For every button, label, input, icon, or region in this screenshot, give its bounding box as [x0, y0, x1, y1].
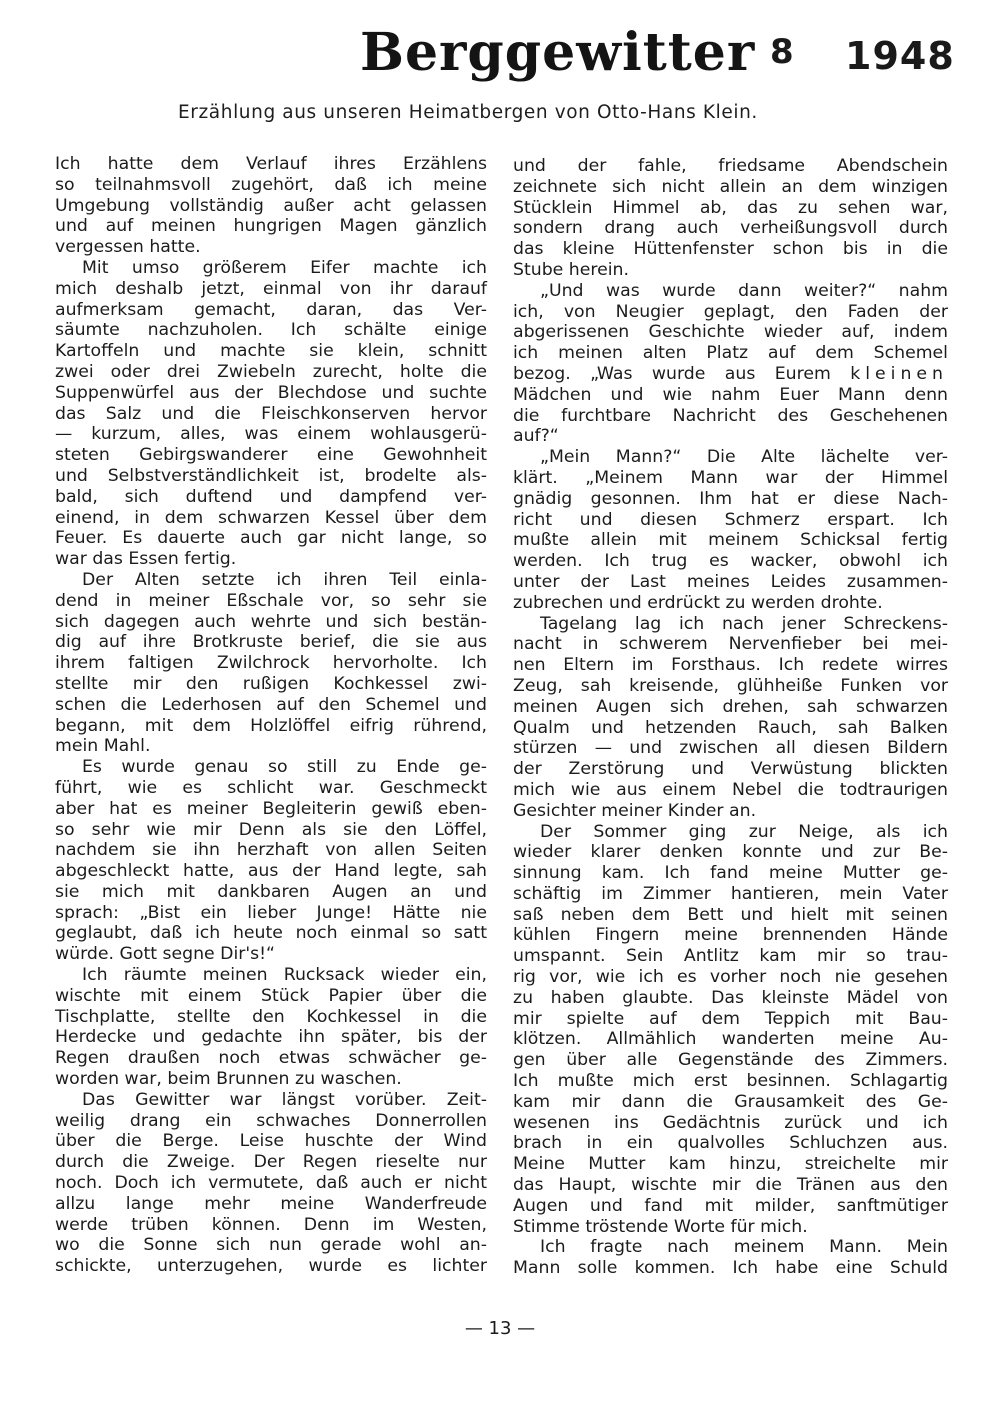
text-line: „Und was wurde dann weiter?“ nahm [540, 280, 948, 301]
text-line: gen über alle Gegenstände des Zimmers. [513, 1050, 948, 1071]
right-text-column [513, 156, 948, 1279]
text-line: begann, mit dem Holzlöffel eifrig rührend, [55, 715, 487, 736]
text-line: der Zerstörung und Verwüstung blickten [513, 759, 948, 780]
text-line: werden. Ich trug es wacker, obwohl ich [513, 551, 948, 572]
text-line: saß neben dem Bett und hielt mit seinen [513, 904, 948, 925]
text-line: umspannt. Sein Antlitz kam mir so trau- [513, 946, 948, 967]
issue-number: 8 [770, 32, 794, 72]
text-line: und der fahle, friedsame Abendschein [513, 156, 948, 176]
text-line: Der Sommer ging zur Neige, als ich [540, 821, 948, 842]
text-line: Umgebung vollständig außer acht gelassen [55, 195, 487, 216]
text-line: nachdem sie ihn herzhaft von allen Seiten [55, 840, 487, 861]
story-subtitle: Erzählung aus unseren Heimatbergen von Otto-Hans Klein. [178, 102, 758, 123]
year-stamp: 1948 [845, 34, 955, 78]
text-line: Ich fragte nach meinem Mann. Mein [540, 1237, 948, 1258]
text-line: auf?“ [513, 426, 559, 447]
text-line: mußte allein mit meinem Schicksal fertig [513, 530, 948, 551]
text-line: klärt. „Meinem Mann war der Himmel [513, 467, 948, 488]
text-line: wo die Sonne sich nun gerade wohl an- [55, 1235, 487, 1256]
text-line: das Haupt, wischte mir die Tränen aus den [513, 1175, 948, 1196]
text-line: sinnung kam. Ich fand meine Mutter ge- [513, 863, 948, 884]
text-line: sprach: „Bist ein lieber Junge! Hätte nie [55, 902, 487, 923]
text-line: Das Gewitter war längst vorüber. Zeit- [82, 1089, 487, 1110]
text-line: dend in meiner Eßschale vor, so sehr sie [55, 590, 487, 611]
text-line: dig auf ihre Brotkruste berief, die sie aus [55, 632, 487, 653]
text-line: zwei oder drei Zwiebeln zurecht, holte die [55, 361, 487, 382]
text-line: klötzen. Allmählich wanderten meine Au- [513, 1029, 948, 1050]
text-line: durch die Zweige. Der Regen rieselte nur [55, 1152, 487, 1173]
text-line: so sehr wie mir Denn als sie den Löffel, [55, 819, 487, 840]
text-line: rig vor, wie ich es vorher noch nie gesehen [513, 967, 948, 988]
text-line: abgerissenen Geschichte wieder auf, indem [513, 322, 948, 343]
page-number: — 13 — [464, 1318, 536, 1339]
text-line: Zeug, sah kreisende, glühheiße Funken vor [513, 675, 948, 696]
text-line: noch. Doch ich vermutete, daß auch er nicht [55, 1173, 487, 1194]
text-line: meinen Augen sich drehen, sah schwarzen [513, 696, 948, 717]
text-line: brach in ein qualvolles Schluchzen aus. [513, 1133, 948, 1154]
text-line: kam mir dann die Grausamkeit des Ge- [513, 1091, 948, 1112]
text-line: Feuer. Es dauerte auch gar nicht lange, so [55, 528, 487, 549]
text-line: zubrechen und erdrückt zu werden drohte. [513, 592, 883, 613]
text-line: würde. Gott segne Dir's!“ [55, 944, 276, 965]
text-line: mich deshalb jetzt, einmal von ihr darauf [55, 278, 487, 299]
text-line: Ich mußte mich erst besinnen. Schlagartig [513, 1071, 948, 1092]
text-line: wesenen ins Gedächtnis zurück und ich [513, 1112, 948, 1133]
left-text-column [55, 154, 487, 1277]
text-line: vergessen hatte. [55, 237, 201, 258]
text-line: sondern drang auch verheißungsvoll durch [513, 218, 948, 239]
text-line: Ich räumte meinen Rucksack wieder ein, [82, 965, 487, 986]
text-line: kühlen Fingern meine brennenden Hände [513, 925, 948, 946]
text-line: Qualm und hetzenden Rauch, sah Balken [513, 717, 948, 738]
text-line: steten Gebirgswanderer eine Gewohnheit [55, 445, 487, 466]
text-line: das Salz und die Fleischkonserven hervor [55, 403, 487, 424]
text-line: sie mich mit dankbaren Augen an und [55, 881, 487, 902]
text-line: mein Mahl. [55, 736, 151, 757]
text-line: schäftig im Zimmer hantieren, mein Vater [513, 883, 948, 904]
text-line-part: bezog. „Was wurde aus Eurem [513, 363, 831, 384]
text-line: und auf meinen hungrigen Magen gänzlich [55, 216, 487, 237]
text-line: wischte mit einem Stück Papier über die [55, 985, 487, 1006]
text-line: führt, wie es schlicht war. Geschmeckt [55, 777, 487, 798]
text-line: Stimme tröstende Worte für mich. [513, 1216, 808, 1237]
text-line [513, 364, 948, 385]
text-line: so teilnahmsvoll zugehört, daß ich meine [55, 174, 487, 195]
text-line: ihrem faltigen Zwilchrock hervorholte. Ich [55, 653, 487, 674]
text-line: weilig drang ein schwaches Donnerrollen [55, 1110, 487, 1131]
text-line: nacht in schwerem Nervenfieber bei mei- [513, 634, 948, 655]
text-line: wieder klarer denken konnte und zur Be- [513, 842, 948, 863]
text-line: allzu lange mehr meine Wanderfreude [55, 1193, 487, 1214]
text-line: die furchtbare Nachricht des Geschehenen [513, 405, 948, 426]
text-line: säumte nachzuholen. Ich schälte einige [55, 320, 487, 341]
text-line: Es wurde genau so still zu Ende ge- [82, 757, 487, 778]
text-line: mich wie aus einem Nebel die todtraurigen [513, 779, 948, 800]
text-line: richt und diesen Schmerz erspart. Ich [513, 509, 948, 530]
text-line: nen Eltern im Forsthaus. Ich redete wirres [513, 655, 948, 676]
text-line: Regen draußen noch etwas schwächer ge- [55, 1048, 487, 1069]
text-line: aber hat es meiner Begleiterin gewiß eben- [55, 798, 487, 819]
text-line: worden war, beim Brunnen zu waschen. [55, 1069, 402, 1090]
text-line: Der Alten setzte ich ihren Teil einla- [82, 569, 487, 590]
text-line: Kartoffeln und machte sie klein, schnitt [55, 341, 487, 362]
text-line: ich, von Neugier geplagt, den Faden der [513, 301, 948, 322]
text-line: schen die Lederhosen auf den Schemel und [55, 694, 487, 715]
text-line: mir spielte auf dem Teppich mit Bau- [513, 1008, 948, 1029]
text-line: war das Essen fertig. [55, 549, 237, 570]
text-line: werde trüben können. Denn im Westen, [55, 1214, 487, 1235]
text-line: Mädchen und wie nahm Euer Mann denn [513, 384, 948, 405]
text-line: sich dagegen auch wehrte und sich bestän- [55, 611, 487, 632]
text-line: aufmerksam gemacht, daran, das Ver- [55, 299, 487, 320]
text-line: Ich hatte dem Verlauf ihres Erzählens [55, 154, 487, 174]
text-line: gnädig gesonnen. Ihm hat er diese Nach- [513, 488, 948, 509]
text-line: stellte mir den rußigen Kochkessel zwi- [55, 673, 487, 694]
text-line: und Selbstverständlichkeit ist, brodelte als- [55, 465, 487, 486]
text-line: Suppenwürfel aus der Blechdose und suchte [55, 382, 487, 403]
text-line: stürzen — und zwischen all diesen Bildern [513, 738, 948, 759]
text-line: über die Berge. Leise huschte der Wind [55, 1131, 487, 1152]
text-line: Tischplatte, stellte den Kochkessel in die [55, 1006, 487, 1027]
text-line: zeichnete sich nicht allein an dem winzigen [513, 176, 948, 197]
text-line: — kurzum, alles, was einem wohlausgerü- [55, 424, 487, 445]
text-line: Herdecke und gedachte ihn später, bis der [55, 1027, 487, 1048]
text-line: abgeschleckt hatte, aus der Hand legte, sah [55, 861, 487, 882]
text-line: „Mein Mann?“ Die Alte lächelte ver- [540, 447, 948, 468]
text-line: einend, in dem schwarzen Kessel über dem [55, 507, 487, 528]
text-line: Meine Mutter kam hinzu, streichelte mir [513, 1154, 948, 1175]
text-line: Stücklein Himmel ab, das zu sehen war, [513, 197, 948, 218]
text-line: Mann solle kommen. Ich habe eine Schuld [513, 1258, 948, 1279]
text-line: Gesichter meiner Kinder an. [513, 800, 757, 821]
text-line: Tagelang lag ich nach jener Schreckens- [540, 613, 948, 634]
text-line: ich meinen alten Platz auf dem Schemel [513, 343, 948, 364]
text-line: Augen und fand mit milder, sanftmütiger [513, 1195, 948, 1216]
text-line: bald, sich duftend und dampfend ver- [55, 486, 487, 507]
text-line: geglaubt, daß ich heute noch einmal so satt [55, 923, 487, 944]
story-title: Berggewitter [360, 22, 756, 83]
text-line: zu haben glaubte. Das kleinste Mädel von [513, 987, 948, 1008]
text-line: schickte, unterzugehen, wurde es lichter [55, 1256, 487, 1277]
emphasized-word: kleinen [850, 363, 948, 384]
text-line: das kleine Hüttenfenster schon bis in die [513, 239, 948, 260]
text-line: Stube herein. [513, 259, 629, 280]
text-line: Mit umso größerem Eifer machte ich [82, 257, 487, 278]
text-line: unter der Last meines Leides zusammen- [513, 571, 948, 592]
